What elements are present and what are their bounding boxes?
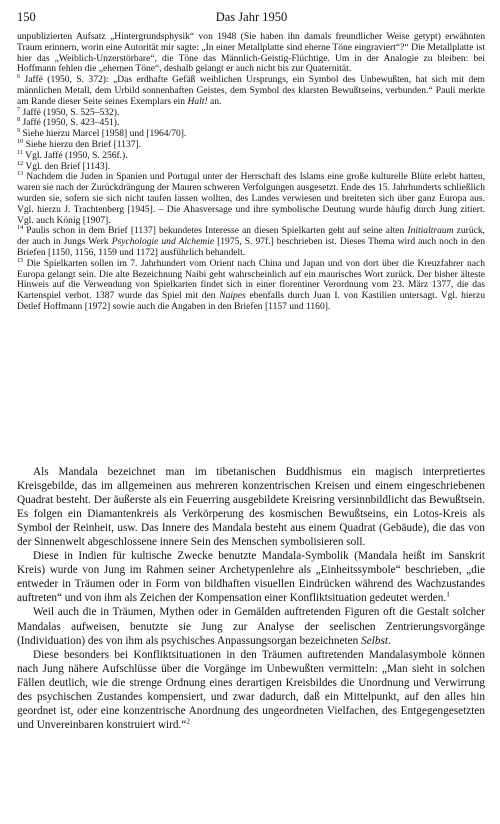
page-header: [17, 10, 486, 26]
footnote-10: $^{10}$ Siehe hierzu den Brief [1137].: [17, 137, 142, 150]
footnote-14: $^{14}$ Paulis schon in dem Brief [1137] bekundetes Interesse an diesen Spielkarten geht auf seine alten Initialtraum zurück, der auch in Jungs Werk Psychologie und Alchemie [1975, S. 97f.] beschrieben ist. Dieses Thema wird auch noch in den Briefen [1150, 1156, 1159 und 1172] ausführlich behandelt.: [17, 224, 485, 258]
footnote-continuation: unpublizierten Aufsatz „Hintergrundsphysik“ von 1948 (Sie haben ihn damals freundlicher Weise getypt) erwähnten Traum erinnern, worin eine Autorität mir sagte: „In einer Metallplatte sind eherne Töne eingraviert“?“ Die Metallplatte ist hier das „Weiblich-Unzerstörbare“, die Töne das Männlich-Geistig-Flüchtige. Um in der Analogie zu bleiben: bei Hoffmann fehlen die „ehernen Töne“, deshalb gelangt er auch nicht bis zur Quaternität.: [17, 31, 485, 75]
body-text: [17, 465, 485, 732]
running-title: Das Jahr 1950: [215, 10, 288, 24]
footnote-7: $^7$ Jaffé (1950, S. 525–532).: [17, 105, 120, 118]
footnote-13: $^{13}$ Nachdem die Juden in Spanien und Portugal unter der Herrschaft des Islams eine große kulturelle Blüte erlebt hatten, waren sie nach der Zurückdrängung der Mauren schweren Verfolgungen ausgesetzt. Ende des 15. Jahrhunderts schließlich wurden sie, sofern sie sich nicht taufen lassen wollten, des Landes verwiesen und breiteten sich über ganz Europa aus. Vgl. hierzu J. Trachtenberg [1945]. – Die Ahasversage und ihre symbolische Deutung wurde häufig durch Jung zitiert. Vgl. auch König [1907].: [17, 170, 485, 226]
paragraph-zentrierung: Weil auch die in Träumen, Mythen oder in Gemälden auftretenden Figuren oft die Gestalt solcher Mandalas aufweisen, benutzte sie Jung zur Analyse der seelischen Zentrierungsvorgänge (Individuation) des von ihm als psychisches Anpassungsorgan bezeichneten Selbst.: [17, 606, 485, 647]
footnote-6: $^6$ Jaffé (1950, S. 372): „Das erdhafte Gefäß weiblichen Ursprungs, ein Symbol des Unbewußten, hat sich mit dem männlichen Metall, dem Urbild sonnenhaften Geistes, dem Symbol des klarsten Bewußtseins, verbunden.“ Pauli merkte am Rande dieser Seite seines Exemplars ein Halt! an.: [17, 73, 485, 107]
paragraph-konfliktsituationen: Diese besonders bei Konfliktsituationen in den Träumen auftretenden Mandalasymbole können nach Jung nähere Aufschlüsse über die Vorgänge im Unbewußten vermitteln: „Man sieht in solchen Fällen deutlich, wie die strenge Ordnung eines derartigen Kreisbildes die Unordnung und Verwirrung des psychischen Zustandes kompensiert, und zwar dadurch, daß ein Mittelpunkt, auf den alles hin geordnet ist, oder eine konzentrische Anordnung des ungeordneten Vielfachen, des Entgegengesetzten und Unvereinbaren konstruiert wird.“$^2$: [17, 648, 485, 731]
page-number: 150: [17, 10, 36, 24]
footnote-8: $^8$ Jaffé (1950, S. 423–451).: [17, 116, 120, 129]
footnotes-block: [17, 32, 485, 313]
footnote-9: $^9$ Siehe hierzu Marcel [1958] und [1964/70].: [17, 127, 187, 140]
footnote-11: $^{11}$ Vgl. Jaffé (1950, S. 256f.).: [17, 148, 128, 161]
footnote-12: $^{12}$ Vgl. den Brief [1143].: [17, 159, 111, 172]
footnote-15: $^{15}$ Die Spielkarten sollen im 7. Jahrhundert vom Orient nach China und Japan und von dort über die Kreuzfahrer nach Europa gelangt sein. Die alte Bezeichnung Naibi geht wahrscheinlich auf ein maurisches Wort zurück. Der bisher älteste Hinweis auf die Verwendung von Spielkarten findet sich in einer florentiner Verordnung vom 23. März 1377, die das Kartenspiel verbot. 1387 wurde das Spiel mit den Naipes ebenfalls durch Juan I. von Kastilien untersagt. Vgl. hierzu Detlef Hoffmann [1972] sowie auch die Angaben in den Briefen [1157 und 1160].: [17, 256, 485, 312]
paragraph-mandala-symbolik: Diese in Indien für kultische Zwecke benutzte Mandala-Symbolik (Mandala heißt im Sanskrit Kreis) wurde von Jung im Rahmen seiner Archetypenlehre als „Einheitssymbole“ beschrieben, „die entweder in Träumen oder in Form von bildhaften visuellen Eindrücken während des Wachzustandes auftreten“ und von ihm als Zeichen der Kompensation einer Konfliktsituation gedeutet werden.$^1$: [17, 550, 485, 605]
paragraph-mandala-definition: Als Mandala bezeichnet man im tibetanischen Buddhismus ein magisch interpretiertes Kreisgebilde, das im allgemeinen aus mehreren konzentrischen Kreisen und einem eingeschriebenen Quadrat besteht. Der äußerste als ein Feuerring ausgebildete Kreisring versinnbildlicht das Bewußtsein. Es folgen ein Diamantenkreis als Verkörperung des kosmischen Bewußtseins, ein Lotos-Kreis als Symbol der Reinheit, usw. Das Innere des Mandala besteht aus einem Quadrat (Gebäude), die das von der Sinnenwelt abgeschlossene innere Sein des Menschen symbolisieren soll.: [17, 466, 485, 549]
